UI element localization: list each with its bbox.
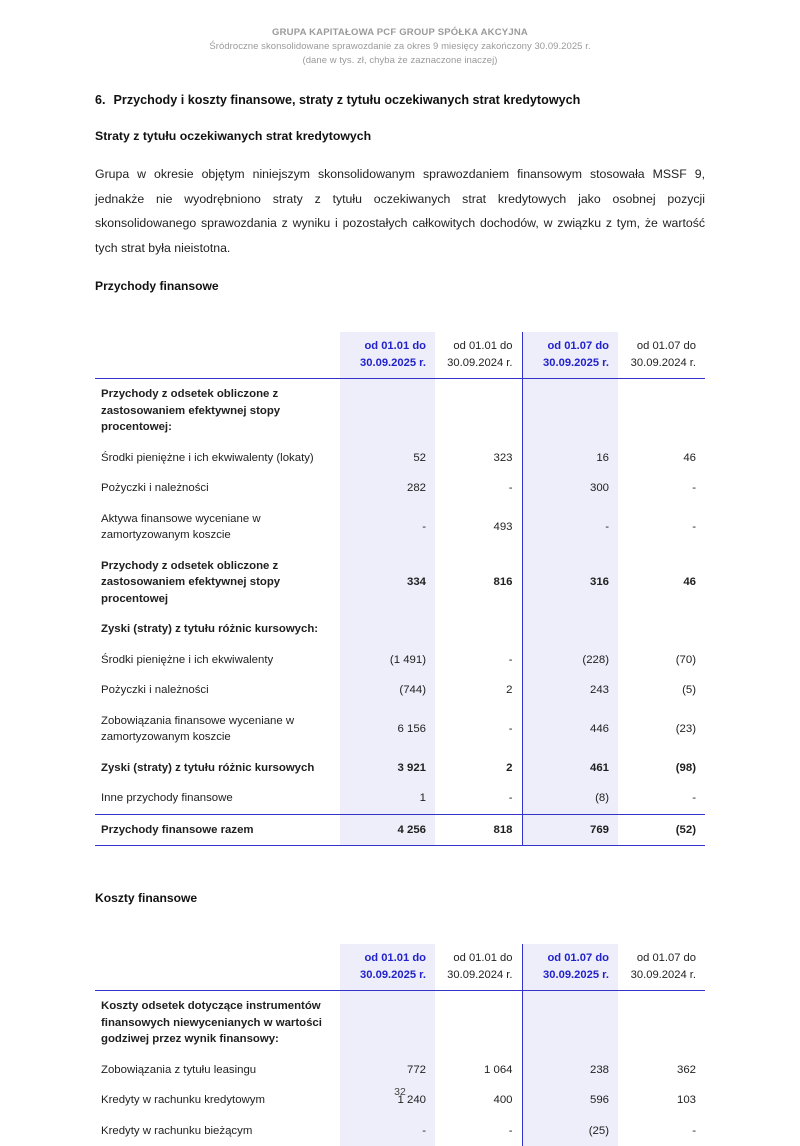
report-subtitle: Śródroczne skonsolidowane sprawozdanie za okres 9 miesięcy zakończony 30.09.2025 r. [0, 40, 800, 54]
table-row [95, 443, 705, 474]
row-value-3: 300 [522, 473, 618, 504]
row-value-1: - [340, 504, 435, 551]
row-value-4: (5) [618, 675, 705, 706]
table-row [95, 706, 705, 753]
row-label: Przychody z odsetek obliczone z zastosowaniem efektywnej stopy procentowej: [95, 379, 340, 443]
row-value-1 [340, 614, 435, 645]
col1-line2: 30.09.2025 r. [360, 357, 426, 369]
col2-line2: 30.09.2024 r. [447, 357, 512, 369]
col4-line2: 30.09.2024 r. [631, 357, 696, 369]
row-label: Pożyczki i należności [95, 675, 340, 706]
row-value-1 [340, 379, 435, 443]
row-value-4 [618, 991, 705, 1055]
row-value-3: 16 [522, 443, 618, 474]
financial-costs-table [95, 944, 705, 1146]
costs-table-head [95, 944, 705, 991]
row-value-3: 461 [522, 753, 618, 784]
row-value-2: 816 [435, 551, 522, 615]
revenue-table-body [95, 379, 705, 846]
row-value-2: 2 [435, 753, 522, 784]
table-row [95, 645, 705, 676]
col4-line2: 30.09.2024 r. [631, 969, 696, 981]
row-value-1: (1 491) [340, 645, 435, 676]
row-value-3: (228) [522, 645, 618, 676]
row-value-1: (744) [340, 675, 435, 706]
col2-line1: od 01.01 do [453, 952, 512, 964]
total-value-3: 769 [522, 814, 618, 846]
row-value-1: - [340, 1116, 435, 1146]
page-number: 32 [0, 1086, 800, 1098]
costs-table-caption: Koszty finansowe [95, 890, 705, 906]
row-value-1: 282 [340, 473, 435, 504]
row-label: Kredyty w rachunku bieżącym [95, 1116, 340, 1146]
table-row [95, 614, 705, 645]
col2-line1: od 01.01 do [453, 340, 512, 352]
section-heading [95, 92, 705, 108]
row-value-4: (98) [618, 753, 705, 784]
row-value-4: - [618, 1116, 705, 1146]
row-value-2 [435, 991, 522, 1055]
col3-line1: od 01.07 do [547, 952, 609, 964]
row-value-3 [522, 991, 618, 1055]
row-label: Aktywa finansowe wyceniane w zamortyzowanym koszcie [95, 504, 340, 551]
row-value-4: - [618, 504, 705, 551]
row-value-2: - [435, 1116, 522, 1146]
row-label: Zobowiązania finansowe wyceniane w zamortyzowanym koszcie [95, 706, 340, 753]
col1-line1: od 01.01 do [364, 340, 426, 352]
row-label: Zobowiązania z tytułu leasingu [95, 1055, 340, 1086]
row-label: Środki pieniężne i ich ekwiwalenty [95, 645, 340, 676]
revenue-table-head [95, 332, 705, 379]
row-value-3: (8) [522, 783, 618, 814]
row-value-1: 52 [340, 443, 435, 474]
row-value-4: 103 [618, 1085, 705, 1116]
table-row [95, 379, 705, 443]
row-value-3: - [522, 504, 618, 551]
row-value-1: 334 [340, 551, 435, 615]
caption-spacer [95, 906, 705, 944]
row-value-3 [522, 379, 618, 443]
row-value-3: 446 [522, 706, 618, 753]
caption-spacer [95, 294, 705, 332]
row-value-2: - [435, 783, 522, 814]
subsection-heading: Straty z tytułu oczekiwanych strat kredytowych [95, 128, 705, 144]
costs-header-row [95, 944, 705, 991]
row-value-4: - [618, 473, 705, 504]
row-value-2: 323 [435, 443, 522, 474]
revenue-header-col-2 [435, 332, 522, 379]
row-value-2 [435, 379, 522, 443]
row-value-4: 46 [618, 551, 705, 615]
row-value-2: 400 [435, 1085, 522, 1116]
row-value-3: 238 [522, 1055, 618, 1086]
row-label: Zyski (straty) z tytułu różnic kursowych: [95, 614, 340, 645]
total-value-4: (52) [618, 814, 705, 846]
page-content [95, 92, 705, 1146]
total-value-2: 818 [435, 814, 522, 846]
table-row [95, 1055, 705, 1086]
costs-header-col-2 [435, 944, 522, 991]
revenue-header-row [95, 332, 705, 379]
col2-line2: 30.09.2024 r. [447, 969, 512, 981]
row-label: Inne przychody finansowe [95, 783, 340, 814]
row-value-1: 6 156 [340, 706, 435, 753]
row-value-2: 493 [435, 504, 522, 551]
revenue-header-col-1 [340, 332, 435, 379]
row-value-4 [618, 614, 705, 645]
section-spacer [95, 846, 705, 890]
row-value-3: 316 [522, 551, 618, 615]
costs-header-label [95, 944, 340, 991]
section-title-text: Przychody i koszty finansowe, straty z tytułu oczekiwanych strat kredytowych [114, 93, 581, 107]
document-running-header [0, 26, 800, 68]
row-value-4 [618, 379, 705, 443]
table-row [95, 551, 705, 615]
row-value-1: 772 [340, 1055, 435, 1086]
table-row [95, 675, 705, 706]
table-row [95, 991, 705, 1055]
row-label: Koszty odsetek dotyczące instrumentów finansowych niewycenianych w wartości godziwej przez wynik finansowy: [95, 991, 340, 1055]
revenue-total-row [95, 814, 705, 846]
costs-table-body [95, 991, 705, 1146]
revenue-header-col-3 [522, 332, 618, 379]
revenue-header-col-4 [618, 332, 705, 379]
row-value-2: 1 064 [435, 1055, 522, 1086]
row-value-3: (25) [522, 1116, 618, 1146]
row-value-3: 243 [522, 675, 618, 706]
col3-line1: od 01.07 do [547, 340, 609, 352]
company-name: GRUPA KAPITAŁOWA PCF GROUP SPÓŁKA AKCYJNA [0, 26, 800, 40]
row-value-2: 2 [435, 675, 522, 706]
row-value-2: - [435, 645, 522, 676]
row-value-3 [522, 614, 618, 645]
col4-line1: od 01.07 do [637, 340, 696, 352]
row-value-4: 362 [618, 1055, 705, 1086]
table-row [95, 504, 705, 551]
row-value-4: - [618, 783, 705, 814]
row-label: Zyski (straty) z tytułu różnic kursowych [95, 753, 340, 784]
section-number: 6. [95, 93, 106, 107]
col1-line2: 30.09.2025 r. [360, 969, 426, 981]
row-label: Przychody z odsetek obliczone z zastosowaniem efektywnej stopy procentowej [95, 551, 340, 615]
body-paragraph: Grupa w okresie objętym niniejszym skonsolidowanym sprawozdaniem finansowym stosowała MSSF 9, jednakże nie wyodrębniono straty z tytułu oczekiwanych strat kredytowych jako osobnej pozycji skonsolidowanego sprawozdania z wyniku i pozostałych całkowitych dochodów, w związku z tym, że wartość tych strat była nieistotna. [95, 162, 705, 260]
col3-line2: 30.09.2025 r. [543, 357, 609, 369]
costs-header-col-1 [340, 944, 435, 991]
costs-header-col-4 [618, 944, 705, 991]
table-row [95, 753, 705, 784]
row-value-2 [435, 614, 522, 645]
financial-revenue-table [95, 332, 705, 846]
report-units-note: (dane w tys. zł, chyba że zaznaczone inaczej) [0, 54, 800, 68]
row-value-4: 46 [618, 443, 705, 474]
row-label: Kredyty w rachunku kredytowym [95, 1085, 340, 1116]
row-label: Pożyczki i należności [95, 473, 340, 504]
row-value-2: - [435, 706, 522, 753]
table-row [95, 783, 705, 814]
col3-line2: 30.09.2025 r. [543, 969, 609, 981]
row-value-1: 1 [340, 783, 435, 814]
row-value-4: (23) [618, 706, 705, 753]
row-value-4: (70) [618, 645, 705, 676]
row-value-1: 3 921 [340, 753, 435, 784]
row-value-3: 596 [522, 1085, 618, 1116]
revenue-header-label [95, 332, 340, 379]
revenue-table-caption: Przychody finansowe [95, 278, 705, 294]
total-value-1: 4 256 [340, 814, 435, 846]
row-label: Środki pieniężne i ich ekwiwalenty (lokaty) [95, 443, 340, 474]
col4-line1: od 01.07 do [637, 952, 696, 964]
table-row [95, 473, 705, 504]
costs-header-col-3 [522, 944, 618, 991]
row-value-1: 1 240 [340, 1085, 435, 1116]
row-value-1 [340, 991, 435, 1055]
row-value-2: - [435, 473, 522, 504]
total-label: Przychody finansowe razem [95, 814, 340, 846]
col1-line1: od 01.01 do [364, 952, 426, 964]
